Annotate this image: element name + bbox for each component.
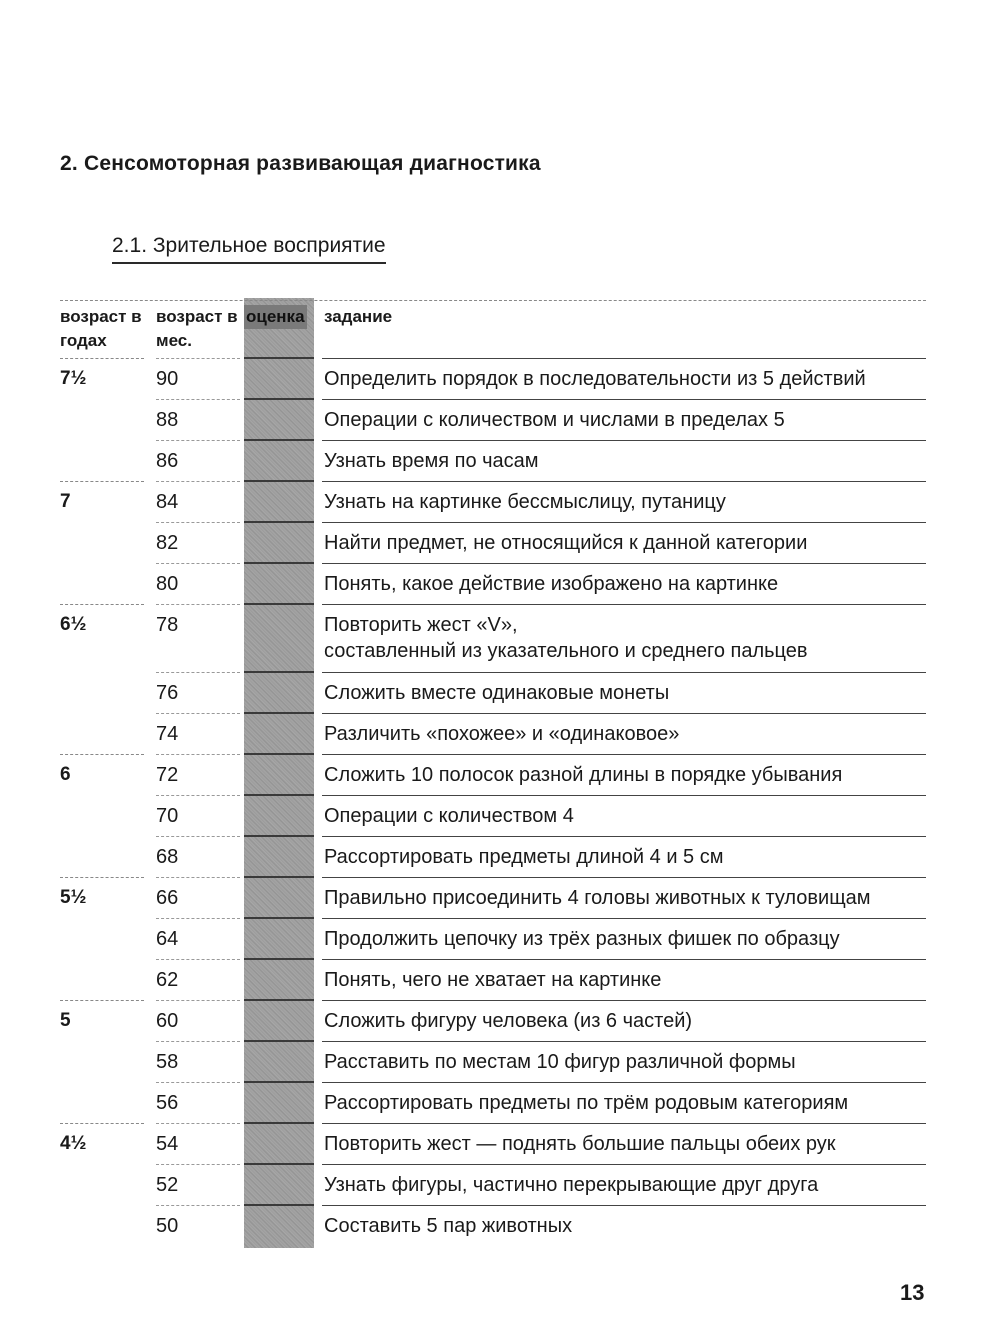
score-divider xyxy=(244,1122,314,1124)
age-group-divider xyxy=(60,604,144,605)
score-divider xyxy=(244,562,314,564)
cell-months: 90 xyxy=(156,368,179,390)
score-divider xyxy=(244,480,314,482)
task-divider xyxy=(322,563,926,564)
row-divider xyxy=(156,481,240,482)
task-divider xyxy=(322,440,926,441)
score-divider xyxy=(244,1081,314,1083)
cell-task xyxy=(324,1090,924,1116)
task-divider xyxy=(322,604,926,605)
cell-task xyxy=(324,1131,924,1157)
row-divider xyxy=(156,918,240,919)
table-row xyxy=(60,918,926,959)
cell-years: 4½ xyxy=(60,1133,87,1154)
cell-task xyxy=(324,844,924,870)
row-divider xyxy=(156,877,240,878)
task-divider xyxy=(322,481,926,482)
section-title: 2. Сенсомоторная развивающая диагностика xyxy=(60,152,541,175)
cell-task xyxy=(324,407,924,433)
cell-score[interactable] xyxy=(244,1172,314,1203)
cell-task xyxy=(324,1172,924,1198)
score-divider xyxy=(244,917,314,919)
cell-score[interactable] xyxy=(244,489,314,520)
score-divider xyxy=(244,1163,314,1165)
task-divider xyxy=(322,1041,926,1042)
table-row xyxy=(60,358,926,399)
task-text: Рассортировать предметы длиной 4 и 5 см xyxy=(324,846,724,868)
task-text: Повторить жест «V», xyxy=(324,614,518,636)
task-divider xyxy=(322,358,926,359)
table-row xyxy=(60,836,926,877)
table-header xyxy=(60,300,926,359)
row-divider xyxy=(156,522,240,523)
task-text: Понять, какое действие изображено на картинке xyxy=(324,573,779,595)
row-divider xyxy=(156,399,240,400)
age-group-divider xyxy=(60,754,144,755)
task-text: Узнать на картинке бессмыслицу, путаницу xyxy=(324,491,726,513)
score-divider xyxy=(244,603,314,605)
header-months: возраст в мес. xyxy=(156,307,238,350)
cell-months: 84 xyxy=(156,491,179,513)
score-divider xyxy=(244,1204,314,1206)
task-text: Понять, чего не хватает на картинке xyxy=(324,969,662,991)
table-row xyxy=(60,672,926,713)
row-divider xyxy=(156,1123,240,1124)
page-number: 13 xyxy=(900,1280,925,1305)
cell-task xyxy=(324,489,924,515)
cell-task xyxy=(324,571,924,597)
table-row xyxy=(60,795,926,836)
row-divider xyxy=(156,795,240,796)
cell-months: 54 xyxy=(156,1133,179,1155)
row-divider xyxy=(156,358,240,359)
task-text: Продолжить цепочку из трёх разных фишек по образцу xyxy=(324,928,840,950)
task-text: Составить 5 пар животных xyxy=(324,1215,573,1237)
age-group-divider xyxy=(60,1123,144,1124)
score-divider xyxy=(244,398,314,400)
task-divider xyxy=(322,754,926,755)
score-divider xyxy=(244,794,314,796)
cell-task xyxy=(324,803,924,829)
cell-score[interactable] xyxy=(244,407,314,438)
task-text: Расставить по местам 10 фигур различной формы xyxy=(324,1051,796,1073)
cell-months: 70 xyxy=(156,805,179,827)
table-row xyxy=(60,713,926,754)
row-divider xyxy=(156,1205,240,1206)
cell-months: 74 xyxy=(156,723,179,745)
row-divider xyxy=(156,959,240,960)
score-divider xyxy=(244,876,314,878)
cell-years: 7½ xyxy=(60,368,87,389)
task-divider xyxy=(322,1123,926,1124)
task-text: Повторить жест — поднять большие пальцы обеих рук xyxy=(324,1133,836,1155)
row-divider xyxy=(156,1041,240,1042)
task-text: Найти предмет, не относящийся к данной категории xyxy=(324,532,808,554)
table-row xyxy=(60,1000,926,1041)
cell-task xyxy=(324,762,924,788)
cell-months: 68 xyxy=(156,846,179,868)
cell-score[interactable] xyxy=(244,1213,314,1244)
task-text: Узнать время по часам xyxy=(324,450,539,472)
cell-years: 6 xyxy=(60,764,71,785)
score-divider xyxy=(244,753,314,755)
table-row xyxy=(60,1164,926,1205)
task-text-line2: составленный из указательного и среднего пальцев xyxy=(324,640,808,662)
cell-score[interactable] xyxy=(244,1131,314,1162)
cell-task xyxy=(324,1213,924,1239)
cell-months: 50 xyxy=(156,1215,179,1237)
cell-months: 88 xyxy=(156,409,179,431)
cell-months: 64 xyxy=(156,928,179,950)
cell-task xyxy=(324,885,924,911)
table-row xyxy=(60,399,926,440)
cell-years: 5 xyxy=(60,1010,71,1031)
cell-months: 76 xyxy=(156,682,179,704)
task-text: Рассортировать предметы по трём родовым категориям xyxy=(324,1092,849,1114)
row-divider xyxy=(156,1000,240,1001)
table-row xyxy=(60,1041,926,1082)
score-divider xyxy=(244,357,314,359)
task-divider xyxy=(322,836,926,837)
cell-score[interactable] xyxy=(244,448,314,479)
age-group-divider xyxy=(60,1000,144,1001)
cell-months: 56 xyxy=(156,1092,179,1114)
task-text: Узнать фигуры, частично перекрывающие друг друга xyxy=(324,1174,819,1196)
table-row xyxy=(60,522,926,563)
score-divider xyxy=(244,521,314,523)
row-divider xyxy=(156,604,240,605)
task-divider xyxy=(322,1164,926,1165)
cell-score[interactable] xyxy=(244,366,314,397)
task-divider xyxy=(322,672,926,673)
task-text: Операции с количеством и числами в пределах 5 xyxy=(324,409,785,431)
cell-score[interactable] xyxy=(244,721,314,752)
table-row xyxy=(60,563,926,604)
header-score: оценка xyxy=(244,305,307,329)
cell-task xyxy=(324,448,924,474)
score-divider xyxy=(244,439,314,441)
cell-months: 72 xyxy=(156,764,179,786)
cell-months: 86 xyxy=(156,450,179,472)
task-divider xyxy=(322,522,926,523)
task-divider xyxy=(322,1205,926,1206)
cell-score[interactable] xyxy=(244,844,314,875)
subsection-title: 2.1. Зрительное восприятие xyxy=(112,234,386,264)
cell-score[interactable] xyxy=(244,1049,314,1080)
task-text: Операции с количеством 4 xyxy=(324,805,574,827)
table-row xyxy=(60,440,926,481)
header-years: возраст в годах xyxy=(60,307,142,350)
age-group-divider xyxy=(60,481,144,482)
task-divider xyxy=(322,1082,926,1083)
row-divider xyxy=(156,836,240,837)
task-text: Определить порядок в последовательности из 5 действий xyxy=(324,368,866,390)
task-divider xyxy=(322,399,926,400)
cell-months: 58 xyxy=(156,1051,179,1073)
row-divider xyxy=(156,672,240,673)
row-divider xyxy=(156,440,240,441)
task-divider xyxy=(322,713,926,714)
cell-months: 82 xyxy=(156,532,179,554)
cell-score[interactable] xyxy=(244,926,314,957)
task-text: Сложить вместе одинаковые монеты xyxy=(324,682,670,704)
cell-score[interactable] xyxy=(244,967,314,998)
age-group-divider xyxy=(60,877,144,878)
cell-years: 5½ xyxy=(60,887,87,908)
cell-months: 66 xyxy=(156,887,179,909)
header-task: задание xyxy=(324,307,393,326)
task-text: Сложить 10 полосок разной длины в порядке убывания xyxy=(324,764,843,786)
table-row xyxy=(60,959,926,1000)
cell-score[interactable] xyxy=(244,885,314,916)
score-divider xyxy=(244,958,314,960)
table-row xyxy=(60,1123,926,1164)
task-divider xyxy=(322,1000,926,1001)
cell-months: 62 xyxy=(156,969,179,991)
task-divider xyxy=(322,959,926,960)
table-row xyxy=(60,481,926,522)
cell-task xyxy=(324,721,924,747)
table-row xyxy=(60,1205,926,1246)
cell-score[interactable] xyxy=(244,530,314,561)
cell-task xyxy=(324,530,924,556)
row-divider xyxy=(156,1082,240,1083)
cell-score[interactable] xyxy=(244,571,314,602)
row-divider xyxy=(156,754,240,755)
score-divider xyxy=(244,1040,314,1042)
cell-score[interactable] xyxy=(244,762,314,793)
task-text: Правильно присоединить 4 головы животных к туловищам xyxy=(324,887,871,909)
score-divider xyxy=(244,671,314,673)
cell-score[interactable] xyxy=(244,803,314,834)
cell-task xyxy=(324,1008,924,1034)
table-row xyxy=(60,754,926,795)
cell-score[interactable] xyxy=(244,612,314,670)
task-text: Сложить фигуру человека (из 6 частей) xyxy=(324,1010,693,1032)
cell-months: 60 xyxy=(156,1010,179,1032)
cell-score[interactable] xyxy=(244,680,314,711)
cell-task xyxy=(324,680,924,706)
cell-score[interactable] xyxy=(244,1008,314,1039)
score-divider xyxy=(244,999,314,1001)
row-divider xyxy=(156,563,240,564)
task-divider xyxy=(322,918,926,919)
row-divider xyxy=(156,713,240,714)
row-divider xyxy=(156,1164,240,1165)
cell-months: 78 xyxy=(156,614,179,636)
cell-months: 52 xyxy=(156,1174,179,1196)
table-row xyxy=(60,877,926,918)
age-group-divider xyxy=(60,358,144,359)
cell-task xyxy=(324,366,924,392)
cell-years: 7 xyxy=(60,491,71,512)
cell-months: 80 xyxy=(156,573,179,595)
cell-years: 6½ xyxy=(60,614,87,635)
table-row xyxy=(60,604,926,672)
cell-task xyxy=(324,612,924,664)
cell-task xyxy=(324,1049,924,1075)
table-row xyxy=(60,1082,926,1123)
task-divider xyxy=(322,795,926,796)
task-text: Различить «похожее» и «одинаковое» xyxy=(324,723,680,745)
cell-task xyxy=(324,926,924,952)
task-divider xyxy=(322,877,926,878)
cell-score[interactable] xyxy=(244,1090,314,1121)
score-divider xyxy=(244,712,314,714)
score-divider xyxy=(244,835,314,837)
cell-task xyxy=(324,967,924,993)
